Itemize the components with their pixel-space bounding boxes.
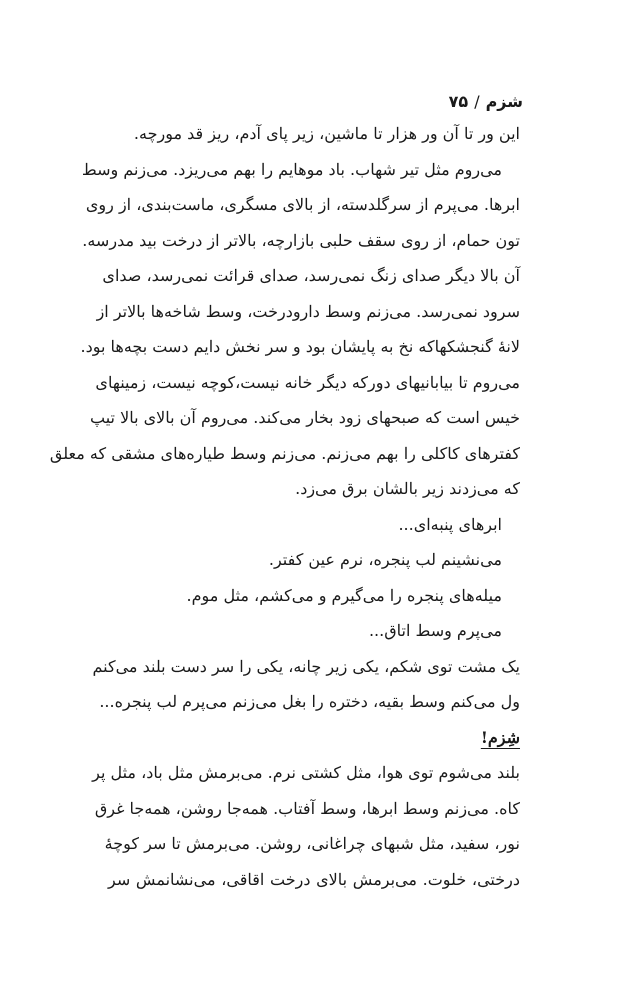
running-head-title: شزم xyxy=(485,92,523,111)
text-line: خیس است که صبحهای زود بخار می‌کند. می‌روم آن بالای بالا تیپ xyxy=(89,408,520,427)
text-line: یک مشت توی شکم، یکی زیر چانه، یکی را سر دست بلند می‌کنم xyxy=(92,656,520,676)
page-number: ۷۵ xyxy=(448,92,469,111)
text-line: می‌روم تا بیابانیهای دورکه دیگر خانه نیست،کوچه نیست، زمینهای xyxy=(95,372,520,392)
text-line: بلند می‌شوم توی هوا، مثل کشتی نرم. می‌برمش مثل باد، مثل پر xyxy=(92,763,520,782)
text-line: لانهٔ گنجشکهاکه نخ به پایشان بود و سر نخش دایم دست بچه‌ها بود. xyxy=(80,337,520,356)
text-line: تون حمام، از روی سقف حلبی بازارچه، بالاتر از درخت بید مدرسه. xyxy=(82,230,520,250)
text-line: میله‌های پنجره را می‌گیرم و می‌کشم، مثل موم. xyxy=(186,585,502,605)
text-line: که می‌زدند زیر بالشان برق می‌زد. xyxy=(295,479,520,498)
text-line: این ور تا آن ور هزار تا ماشین، زیر پای آدم، ریز قد مورچه. xyxy=(133,124,520,143)
text-line: می‌روم مثل تیر شهاب. باد موهایم را بهم می‌ریزد. می‌زنم وسط xyxy=(81,159,502,179)
text-line: می‌پرم وسط اتاق... xyxy=(368,621,502,640)
text-line: ول می‌کنم وسط بقیه، دختره را بغل می‌زنم می‌پرم لب پنجره... xyxy=(99,692,520,711)
text-line: آن بالا دیگر صدای زنگ نمی‌رسد، صدای قرائت نمی‌رسد، صدای xyxy=(102,266,520,285)
text-line: کاه. می‌زنم وسط ابرها، وسط آفتاب. همه‌جا روشن، همه‌جا غرق xyxy=(94,798,520,818)
text-line: ابرهای پنبه‌ای... xyxy=(398,514,502,534)
body-text xyxy=(49,116,520,897)
text-line: درختی، خلوت. می‌برمش بالای درخت اقاقی، می‌نشانمش سر xyxy=(108,869,520,889)
text-line: می‌نشینم لب پنجره، نرم عین کفتر. xyxy=(268,550,502,569)
running-head-separator: / xyxy=(474,92,480,111)
text-line: ابرها. می‌پرم از سرگلدسته، از بالای مسگری، ماست‌بندی، از روی xyxy=(85,195,520,214)
section-exclamation: شِزم! xyxy=(480,727,520,747)
text-line: کفترهای کاکلی را بهم می‌زنم. می‌زنم وسط طیاره‌های مشقی که معلق xyxy=(49,443,520,463)
running-head xyxy=(449,92,523,111)
text-line: سرود نمی‌رسد. می‌زنم وسط دارودرخت، وسط شاخه‌ها بالاتر از xyxy=(96,301,520,321)
text-line: نور، سفید، مثل شبهای چراغانی، روشن. می‌برمش تا سر کوچهٔ xyxy=(104,834,520,853)
